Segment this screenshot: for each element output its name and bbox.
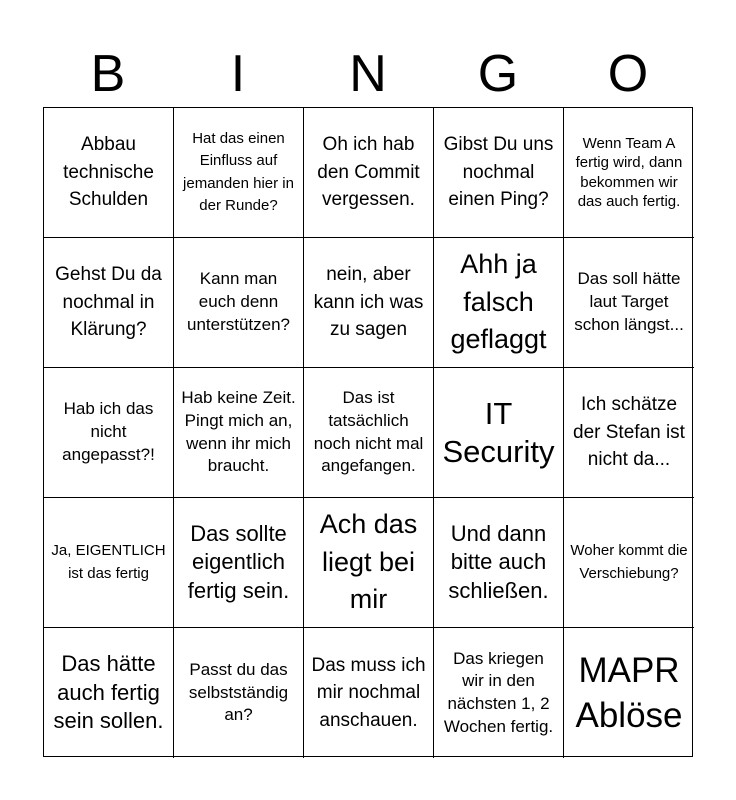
cell-text: nein, aber kann ich was zu sagen [313,264,424,341]
cell-text: Gibst Du uns nochmal einen Ping? [443,134,554,211]
bingo-cell-r5c2[interactable] [174,628,304,758]
bingo-cell-r2c1[interactable] [44,238,174,368]
bingo-cell-r2c3[interactable] [304,238,434,368]
cell-text: Das sollte eigentlich fertig sein. [187,520,290,603]
header-letter-i: I [230,45,246,103]
cell-text: Gehst Du da nochmal in Klärung? [55,264,162,341]
cell-text: MAPR Ablöse [575,650,683,735]
cell-text: Abbau technische Schulden [63,134,154,211]
header-letter-g: G [477,45,519,103]
bingo-cell-r3c2[interactable] [174,368,304,498]
bingo-cell-r3c1[interactable] [44,368,174,498]
cell-text: Hab ich das nicht angepasst?! [62,399,155,464]
bingo-cell-r1c5[interactable] [564,108,694,238]
bingo-cell-r3c5[interactable] [564,368,694,498]
bingo-header [43,40,693,108]
header-letter-n: N [349,45,387,103]
cell-text: Ach das liegt bei mir [319,508,418,615]
cell-text: Wenn Team A fertig wird, dann bekommen wir das auch fertig. [575,134,683,210]
bingo-cell-r1c3[interactable] [304,108,434,238]
cell-text: Oh ich hab den Commit vergessen. [317,134,420,211]
bingo-cell-r4c1[interactable] [44,498,174,628]
bingo-cell-r4c4[interactable] [434,498,564,628]
bingo-cell-r4c5[interactable] [564,498,694,628]
bingo-cell-r5c1[interactable] [44,628,174,758]
cell-text: Woher kommt die Verschiebung? [570,542,688,582]
bingo-card [43,107,693,757]
cell-text: Das soll hätte laut Target schon längst... [574,269,684,334]
bingo-cell-r2c2[interactable] [174,238,304,368]
cell-text: Das ist tatsächlich noch nicht mal angefangen. [313,388,424,476]
bingo-cell-r4c2[interactable] [174,498,304,628]
bingo-cell-r1c2[interactable] [174,108,304,238]
cell-text: Ja, EIGENTLICH ist das fertig [51,542,166,582]
bingo-cell-r1c1[interactable] [44,108,174,238]
cell-text: Hat das einen Einfluss auf jemanden hier in der Runde? [183,129,294,214]
bingo-cell-r2c4[interactable] [434,238,564,368]
cell-text: Und dann bitte auch schließen. [448,520,549,603]
cell-text: Ahh ja falsch geflaggt [450,248,547,355]
bingo-cell-r1c4[interactable] [434,108,564,238]
bingo-cell-r5c3[interactable] [304,628,434,758]
header-letter-b: B [90,45,126,103]
cell-text: Hab keine Zeit. Pingt mich an, wenn ihr mich braucht. [181,388,296,476]
cell-text: Das muss ich mir nochmal anschauen. [311,654,426,731]
cell-text: Das kriegen wir in den nächsten 1, 2 Wochen fertig. [443,648,554,736]
header-letter-o: O [607,45,649,103]
cell-text: Ich schätze der Stefan ist nicht da... [573,394,685,471]
bingo-cell-r2c5[interactable] [564,238,694,368]
cell-text: Passt du das selbstständig an? [188,659,289,725]
cell-text: Kann man euch denn unterstützen? [186,269,290,334]
bingo-cell-r3c3[interactable] [304,368,434,498]
bingo-cell-r5c4[interactable] [434,628,564,758]
bingo-cell-r3c4[interactable] [434,368,564,498]
bingo-cell-r4c3[interactable] [304,498,434,628]
cell-text: Das hätte auch fertig sein sollen. [53,651,164,734]
bingo-cell-r5c5[interactable] [564,628,694,758]
cell-text: IT Security [442,395,555,469]
